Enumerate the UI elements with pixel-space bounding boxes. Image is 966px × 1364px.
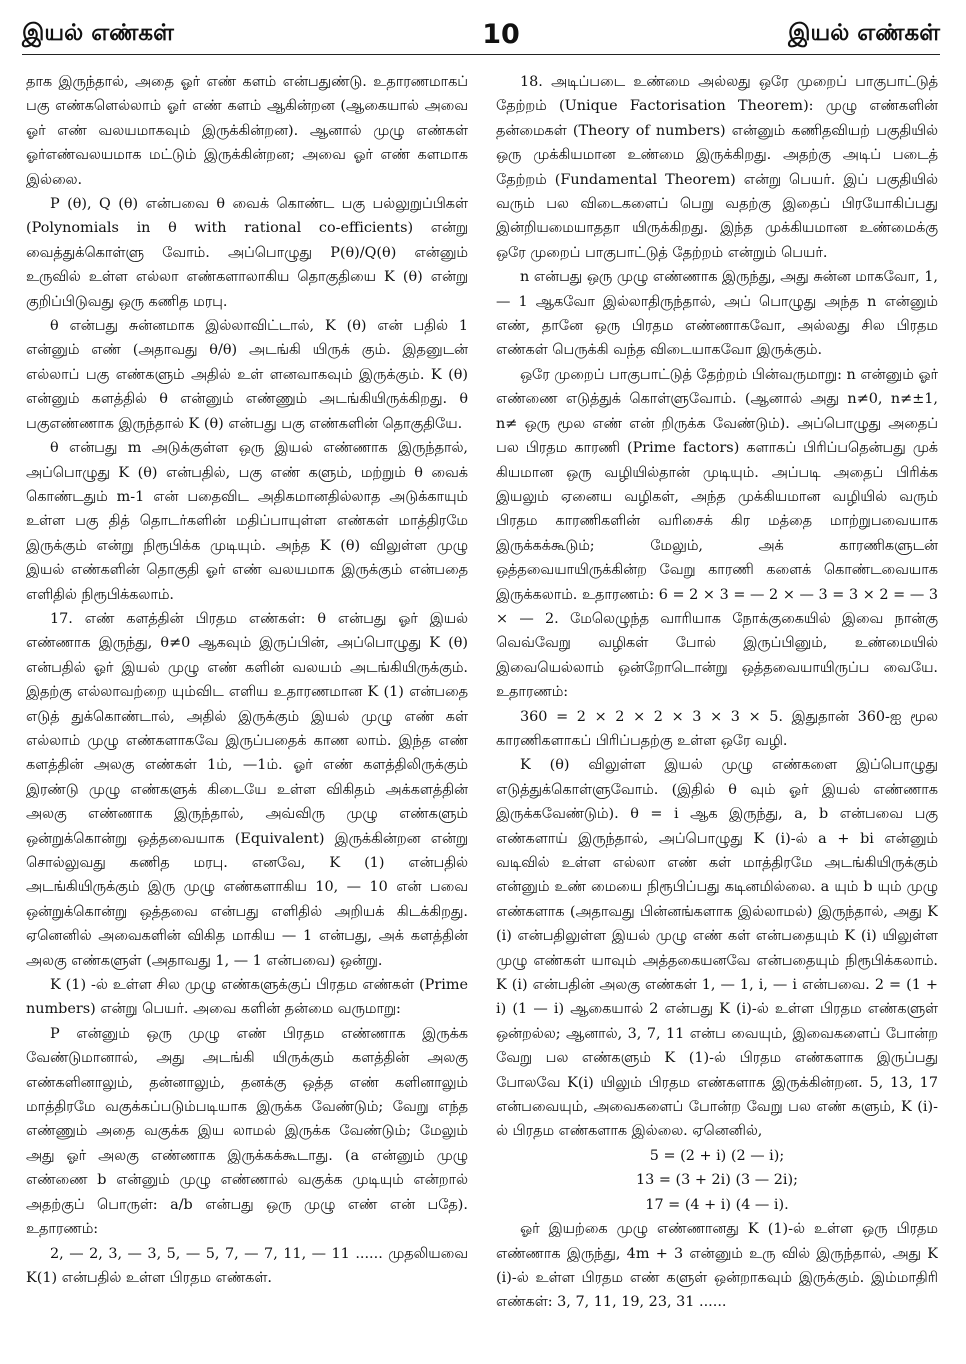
running-title-right: இயல் எண்கள் bbox=[788, 19, 940, 46]
page-header bbox=[22, 14, 940, 55]
paragraph: தாக இருந்தால், அதை ஓர் எண் களம் என்பதுண்டு. உதாரணமாகப் பகு எண்களெல்லாம் ஓர் எண் களம் ஆகின்றன (ஆகையால் அவை ஓர் எண் வலயமாகவும் இருக்கின்றன). ஆனால் முழு எண்கள் ஓர்எண்வலயமாக மட்டும் இருக்கின்றன; அவை ஓர் எண் களமாக இல்லை. bbox=[26, 74, 468, 188]
equation: 13 = (3 + 2i) (3 — 2i); bbox=[636, 1172, 798, 1189]
paragraph: ஒரே முறைப் பாகுபாட்டுத் தேற்றம் பின்வருமாறு: n என்னும் ஓர் எண்ணை எடுத்துக் கொள்ளுவோம். (ஆனால் அது n≠0, n≠±1, n≠ ஒரு மூல எண் என் றிருக்க வேண்டும்). அப்பொழுது அதைப் பல பிரதம காரணி (Prime factors) களாகப் பிரிப்பதென்பது முக் கியமான ஒரு வழியில்தான் முடியும். அப்படி அதைப் பிரிக்க இயலும் ஏனைய வழிகள், அந்த முக்கியமான வழியில் வரும் பிரதம காரணிகளின் வரிசைக் கிர மத்தை மாற்றுபவையாக இருக்கக்கூடும்; மேலும், அக் காரணிகளுடன் ஒத்தவையாயிருக்கின்ற வேறு காரணி களைக் கொண்டவையாக இருக்கலாம். உதாரணம்: 6 = 2 × 3 = — 2 × — 3 = 3 × 2 = — 3 × — 2. மேலெழுந்த வாரியாக நோக்குகையில் இவை நான்கு வெவ்வேறு வழிகள் போல் இருப்பினும், உண்மையில் இவையெல்லாம் ஒன்றோடொன்று ஒத்தவையாயிருப்ப வையே. உதாரணம்: bbox=[496, 366, 938, 701]
section-17: 17. எண் களத்தின் பிரதம எண்கள்: θ என்பது ஓர் இயல் எண்ணாக இருந்து, θ≠0 ஆகவும் இருப்பின், அப்பொழுது K (θ) என்பதில் ஓர் இயல் முழு எண் களின் வலயம் அடங்கியிருக்கும். இதற்கு எல்லாவற்றை யும்விட எளிய உதாரணமான K (1) என்பதை எடுத் துக்கொண்டால், அதில் இருக்கும் இயல் முழு எண் கள் எல்லாம் முழு எண்களாகவே இருப்பதைக் காண லாம். இந்த எண் களத்தின் அலகு எண்கள் 1ம், —1ம். ஓர் எண் களத்திலிருக்கும் இரண்டு முழு எண்களுக் கிடையே உள்ள விகிதம் அக்களத்தின் அலகு எண்ணாக இருந்தால், அவ்விரு முழு எண்களும் ஒன்றுக்கொன்று ஒத்தவையாக (Equivalent) இருக்கின்றன என்று சொல்லுவது கணித மரபு. எனவே, K (1) என்பதில் அடங்கியிருக்கும் இரு முழு எண்களாகிய 10, — 10 என் பவை ஒன்றுக்கொன்று ஒத்தவை என்பது எளிதில் அறியக் கிடக்கிறது. ஏனெனில் அவைகளின் விகித மாகிய — 1 என்பது, அக் களத்தின் அலகு எண்களுள் (அதாவது 1, — 1 என்பவை) ஒன்று. bbox=[26, 610, 468, 969]
paragraph: 2, — 2, 3, — 3, 5, — 5, 7, — 7, 11, — 11 ...... முதலியவை K(1) என்பதில் உள்ள பிரதம எண்கள். bbox=[26, 1245, 468, 1286]
section-18: 18. அடிப்படை உண்மை அல்லது ஒரே முறைப் பாகுபாட்டுத் தேற்றம் (Unique Factorisation Theorem): முழு எண்களின் தன்மைகள் (Theory of numbers) என்னும் கணிதவியற் பகுதியில் ஒரு முக்கியமான உண்மை இருக்கிறது. அதற்கு அடிப் படைத் தேற்றம் (Fundamental Theorem) என்று பெயர். இப் பகுதியில் வரும் பல விடைகளைப் பெறு வதற்கு இதைப் பிரயோகிப்பது இன்றியமையாததா யிருக்கிறது. இந்த முக்கியமான உண்மைக்கு ஒரே முறைப் பாகுபாட்டுத் தேற்றம் என்றும் பெயர். bbox=[496, 74, 938, 261]
paragraph: θ என்பது சுன்னமாக இல்லாவிட்டால், K (θ) என் பதில் 1 என்னும் எண் (அதாவது θ/θ) அடங்கி யிருக் கும். இதனுடன் எல்லாப் பகு எண்களும் அதில் உள் ளனவாகவும் இருக்கும். K (θ) என்னும் களத்தில் θ என்னும் எண்ணும் அடங்கியிருக்கிறது. θ பகுஎண்ணாக இருந்தால் K (θ) என்பது பகு எண்களின் தொகுதியே. bbox=[26, 318, 468, 432]
paragraph: θ என்பது m அடுக்குள்ள ஒரு இயல் எண்ணாக இருந்தால், அப்பொழுது K (θ) என்பதில், பகு எண் களும், மற்றும் θ வைக் கொண்டதும் m-1 என் பதைவிட அதிகமானதில்லாத அடுக்காயும் உள்ள பகு தித் தொடர்களின் மதிப்பாயுள்ள எண்கள் மாத்திரமே இருக்கும் என்று நிரூபிக்க முடியும். அந்த K (θ) விலுள்ள முழு இயல் எண்களின் தொகுதி ஓர் எண் வலயமாக இருக்கும் என்பதை எளிதில் நிரூபிக்கலாம். bbox=[26, 440, 468, 603]
right-column bbox=[496, 70, 938, 1360]
equation: 17 = (4 + i) (4 — i). bbox=[645, 1196, 789, 1213]
paragraph: P (θ), Q (θ) என்பவை θ வைக் கொண்ட பகு பல்லுறுப்பிகள் (Polynomials in θ with rational co-efficients) என்று வைத்துக்கொள்ளு வோம். அப்பொழுது P(θ)/Q(θ) என்னும் உருவில் உள்ள எல்லா எண்களாலாகிய தொகுதியை K (θ) என்று குறிப்பிடுவது ஒரு கணித மரபு. bbox=[26, 196, 468, 310]
left-column bbox=[26, 70, 468, 1360]
paragraph: P என்னும் ஒரு முழு எண் பிரதம எண்ணாக இருக்க வேண்டுமானால், அது அடங்கி யிருக்கும் களத்தின் அலகு எண்களினாலும், தன்னாலும், தனக்கு ஒத்த எண் களினாலும் மாத்திரமே வகுக்கப்படும்படியாக இருக்க வேண்டும்; வேறு எந்த எண்ணும் அதை வகுக்க இய லாமல் இருக்க வேண்டும்; மேலும் அது ஓர் அலகு எண்ணாக இருக்கக்கூடாது. (a என்னும் முழு எண்ணை b என்னும் முழு எண்ணால் வகுக்க முடியும் என்றால் அதற்குப் பொருள்: a/b என்பது ஒரு முழு எண் என் பதே). உதாரணம்: bbox=[26, 1025, 468, 1238]
equation: 5 = (2 + i) (2 — i); bbox=[649, 1147, 785, 1164]
running-title-left: இயல் எண்கள் bbox=[22, 19, 174, 46]
page-number: 10 bbox=[482, 18, 520, 50]
paragraph: K (1) -ல் உள்ள சில முழு எண்களுக்குப் பிரதம எண்கள் (Prime numbers) என்று பெயர். அவை களின் தன்மை வருமாறு: bbox=[26, 977, 468, 1018]
paragraph: 360 = 2 × 2 × 2 × 3 × 3 × 5. இதுதான் 360-ஐ மூல காரணிகளாகப் பிரிப்பதற்கு உள்ள ஒரே வழி. bbox=[496, 708, 938, 749]
paragraph: n என்பது ஒரு முழு எண்ணாக இருந்து, அது சுன்ன மாகவோ, 1, — 1 ஆகவோ இல்லாதிருந்தால், அப் பொழுது அந்த n என்னும் எண், தானே ஒரு பிரதம எண்ணாகவோ, அல்லது சில பிரதம எண்கள் பெருக்கி வந்த விடையாகவோ இருக்கும். bbox=[496, 269, 938, 359]
paragraph: ஓர் இயற்கை முழு எண்ணானது K (1)-ல் உள்ள ஒரு பிரதம எண்ணாக இருந்து, 4m + 3 என்னும் உரு வில் இருந்தால், அது K (i)-ல் உள்ள பிரதம எண் களுள் ஒன்றாகவும் இருக்கும். இம்மாதிரி எண்கள்: 3, 7, 11, 19, 23, 31 ...... bbox=[496, 1221, 938, 1311]
paragraph: K (θ) விலுள்ள இயல் முழு எண்களை இப்பொழுது எடுத்துக்கொள்ளுவோம். (இதில் θ வும் ஓர் இயல் எண்ணாக இருக்கவேண்டும்). θ = i ஆக இருந்து, a, b என்பவை பகு எண்களாய் இருந்தால், அப்பொழுது K (i)-ல் a + bi என்னும் வடிவில் உள்ள எல்லா எண் கள் மாத்திரமே அடங்கியிருக்கும் என்னும் உண் மையை நிரூபிப்பது கடினமில்லை. a யும் b யும் முழு எண்களாக (அதாவது பின்னங்களாக இல்லாமல்) இருந்தால், அது K (i) என்பதிலுள்ள இயல் முழு எண் கள் என்பதையும் K (i) யிலுள்ள முழு எண்கள் யாவும் அத்தகையனவே என்பதையும் நிரூபிக்கலாம். K (i) என்பதின் அலகு எண்கள் 1, — 1, i, — i என்பவை. 2 = (1 + i) (1 — i) ஆகையால் 2 என்பது K (i)-ல் உள்ள பிரதம எண்களுள் ஒன்றல்ல; ஆனால், 3, 7, 11 என்ப வையும், இவைகளைப் போன்ற வேறு பல எண்களும் K (1)-ல் பிரதம எண்களாக இருப்பது போலவே K(i) யிலும் பிரதம எண்களாக இருக்கின்றன. 5, 13, 17 என்பவையும், அவைகளைப் போன்ற வேறு பல எண் களும், K (i)-ல் பிரதம எண்களாக இல்லை. ஏனெனில், bbox=[496, 757, 938, 1140]
